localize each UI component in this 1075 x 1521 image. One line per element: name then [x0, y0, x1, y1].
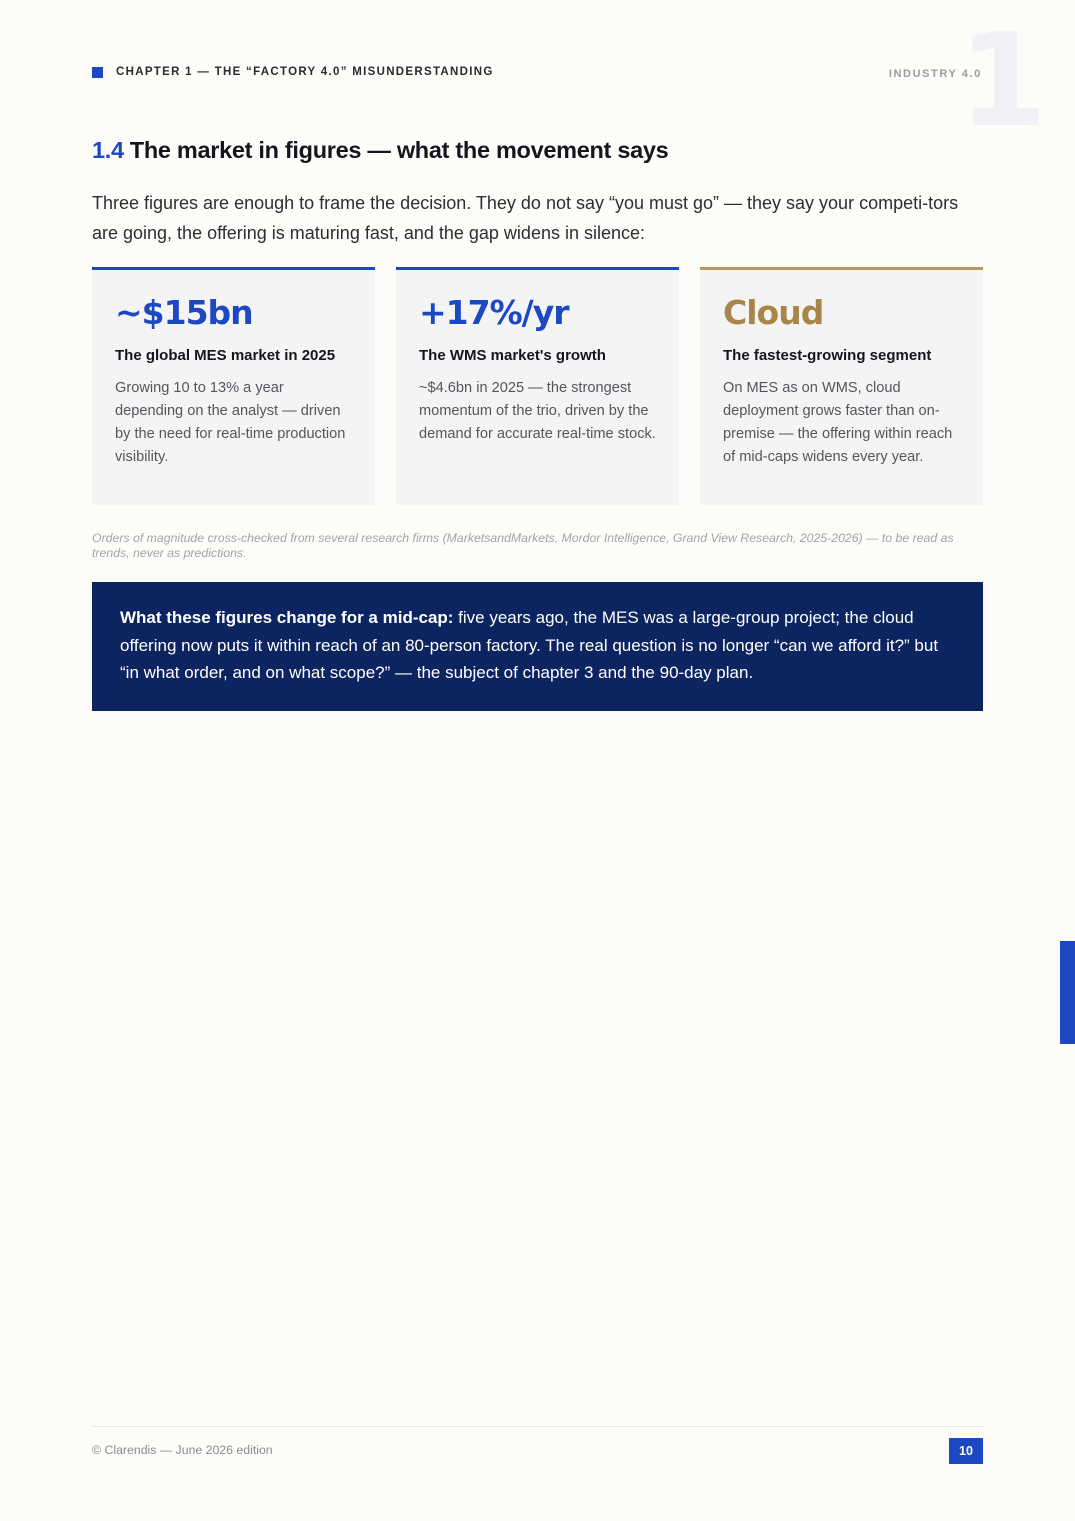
running-header	[92, 66, 494, 78]
stat-card-cloud	[700, 267, 983, 505]
callout-lead: What these figures change for a mid-cap:	[120, 608, 454, 627]
footer-copyright: © Clarendis — June 2026 edition	[92, 1443, 273, 1457]
section-label: INDUSTRY 4.0	[888, 68, 982, 80]
chapter-numeral-watermark: 1	[958, 7, 1048, 156]
stat-label: The fastest-growing segment	[723, 347, 932, 364]
stat-value: ~$15bn	[115, 293, 253, 332]
stat-card-wms	[396, 267, 679, 505]
footer-divider	[92, 1426, 983, 1427]
section-title-text: The market in figures — what the movement says	[129, 137, 669, 163]
chapter-side-tab	[1060, 941, 1075, 1044]
stat-description: On MES as on WMS, cloud deployment grows faster than on-premise — the offering within reach of mid-caps widens every year.	[723, 380, 953, 465]
section-heading	[92, 137, 668, 164]
stat-card-mes	[92, 267, 375, 505]
stat-value: Cloud	[723, 293, 824, 332]
stat-label: The WMS market's growth	[419, 347, 606, 364]
section-number: 1.4	[92, 137, 124, 163]
source-note: Orders of magnitude cross-checked from several research firms (MarketsandMarkets, Mordor Intelligence, Grand View Research, 2025-2026) — to be read as trends, never as predictions.	[92, 531, 954, 560]
chapter-title: CHAPTER 1 — THE “FACTORY 4.0” MISUNDERSTANDING	[116, 66, 494, 78]
callout-box	[92, 582, 983, 711]
stat-value: +17%/yr	[419, 293, 569, 332]
header-square-icon	[92, 67, 103, 78]
stat-label: The global MES market in 2025	[115, 347, 336, 364]
stat-description: ~$4.6bn in 2025 — the strongest momentum of the trio, driven by the demand for accurate real-time stock.	[419, 380, 656, 442]
stat-description: Growing 10 to 13% a year depending on the analyst — driven by the need for real-time production visibility.	[115, 380, 346, 465]
intro-paragraph: Three figures are enough to frame the decision. They do not say “you must go” — they say your competi-tors are going, the offering is maturing fast, and the gap widens in silence:	[92, 193, 959, 243]
stat-cards	[92, 267, 983, 505]
callout-body: five years ago, the MES was a large-group project; the cloud offering now puts it within reach of an 80-person factory. The real question is no longer “can we afford it?” but “in what order, and on what scope?” — the subject of chapter 3 and the 90-day plan.	[120, 608, 939, 682]
page-number-badge: 10	[949, 1438, 983, 1464]
